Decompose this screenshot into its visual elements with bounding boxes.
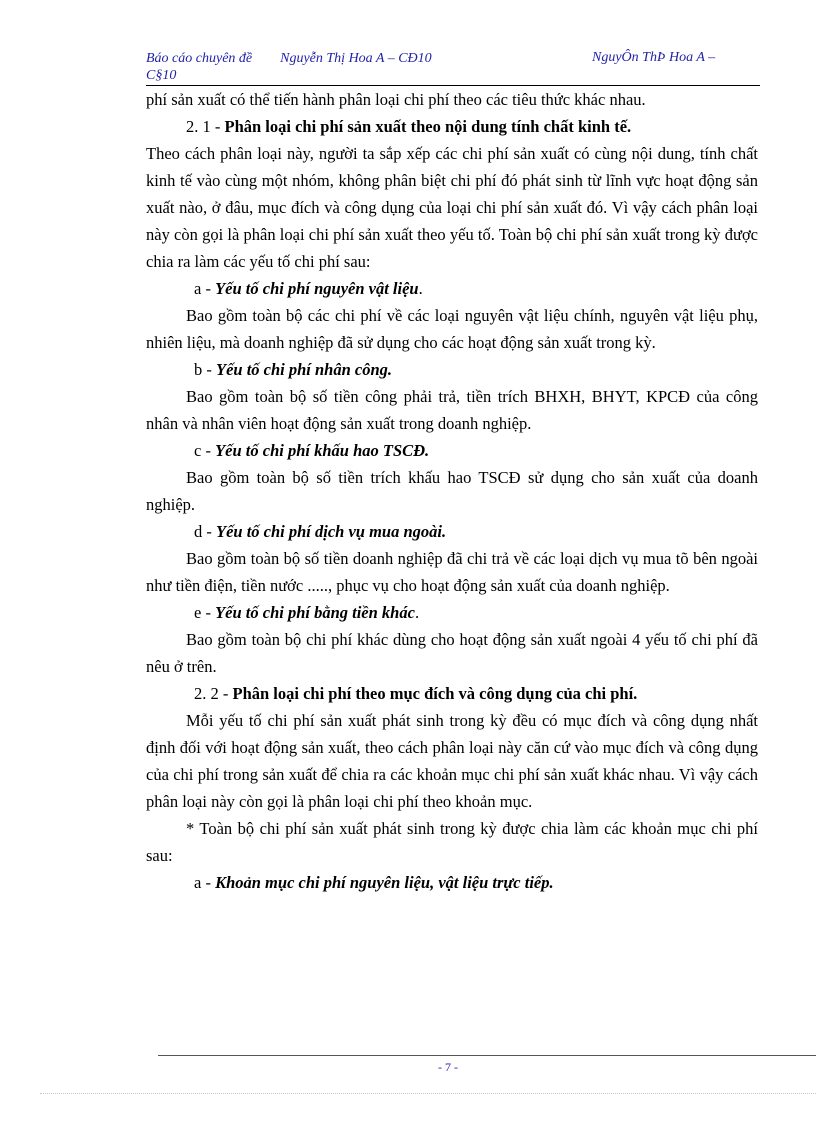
paragraph-purpose-classification: Mỗi yếu tố chi phí sản xuất phát sinh trong kỳ đều có mục đích và công dụng nhất định đối với hoạt động sản xuất, theo cách phân loại này căn cứ vào mục đích và công dụng của chi phí trong sản xuất để chia ra các khoản mục chi phí sản xuất khác nhau. Vì vậy cách phân loại này còn gọi là phân loại chi phí theo khoản mục. — [146, 711, 758, 811]
paragraph-cost-items-intro: * Toàn bộ chi phí sản xuất phát sinh trong kỳ được chia làm các khoản mục chi phí sau: — [146, 819, 758, 865]
item-heading-e: e - Yếu tố chi phí bằng tiền khác. — [194, 603, 420, 622]
document-body — [146, 86, 758, 896]
footer-divider — [158, 1055, 816, 1056]
page-bottom-border — [40, 1093, 816, 1094]
page-number: - 7 - — [438, 1060, 458, 1074]
header-author: Nguyễn Thị Hoa A – CĐ10 — [280, 51, 432, 66]
item-body-c: Bao gồm toàn bộ số tiền trích khấu hao TSCĐ sử dụng cho sản xuất của doanh nghiệp. — [146, 468, 758, 514]
item-heading-b: b - Yếu tố chi phí nhân công. — [194, 360, 393, 379]
item-body-d: Bao gồm toàn bộ số tiền doanh nghiệp đã chi trả về các loại dịch vụ mua tõ bên ngoài như tiền điện, tiền nước ....., phục vụ cho hoạt động sản xuất của doanh nghiệp. — [146, 549, 758, 595]
paragraph-intro-continued: phí sản xuất có thể tiến hành phân loại chi phí theo các tiêu thức khác nhau. — [146, 90, 646, 109]
header-class-code: C§10 — [146, 68, 177, 83]
item-body-a: Bao gồm toàn bộ các chi phí về các loại nguyên vật liệu chính, nguyên vật liệu phụ, nhiên liệu, mà doanh nghiệp đã sử dụng cho các hoạt động sản xuất trong kỳ. — [146, 306, 758, 352]
section-heading-2-1: 2. 1 - Phân loại chi phí sản xuất theo nội dung tính chất kinh tế. — [186, 117, 632, 136]
running-header-right: NguyÔn ThÞ Hoa A – — [592, 50, 716, 65]
item-heading-d: d - Yếu tố chi phí dịch vụ mua ngoài. — [194, 522, 447, 541]
running-header-left — [146, 50, 432, 84]
item-heading-khoan-muc-a: a - Khoản mục chi phí nguyên liệu, vật liệu trực tiếp. — [194, 873, 554, 892]
section-heading-2-2: 2. 2 - Phân loại chi phí theo mục đích và công dụng của chi phí. — [194, 684, 638, 703]
paragraph-classification-intro: Theo cách phân loại này, người ta sắp xếp các chi phí sản xuất có cùng nội dung, tính chất kinh tế vào cùng một nhóm, không phân biệt chi phí đó phát sinh từ lĩnh vực hoạt động sản xuất nào, ở đâu, mục đích và công dụng của loại chi phí sản xuất đó. Vì vậy cách phân loại này còn gọi là phân loại chi phí sản xuất theo yếu tố. Toàn bộ chi phí sản xuất trong kỳ được chia ra làm các yếu tố chi phí sau: — [146, 144, 758, 271]
item-heading-a: a - Yếu tố chi phí nguyên vật liệu. — [194, 279, 423, 298]
item-heading-c: c - Yếu tố chi phí khấu hao TSCĐ. — [194, 441, 430, 460]
header-report-title: Báo cáo chuyên đề — [146, 51, 253, 66]
item-body-b: Bao gồm toàn bộ số tiền công phải trả, tiền trích BHXH, BHYT, KPCĐ của công nhân và nhân viên hoạt động sản xuất trong doanh nghiệp. — [146, 387, 758, 433]
item-body-e: Bao gồm toàn bộ chi phí khác dùng cho hoạt động sản xuất ngoài 4 yếu tố chi phí đã nêu ở trên. — [146, 630, 758, 676]
